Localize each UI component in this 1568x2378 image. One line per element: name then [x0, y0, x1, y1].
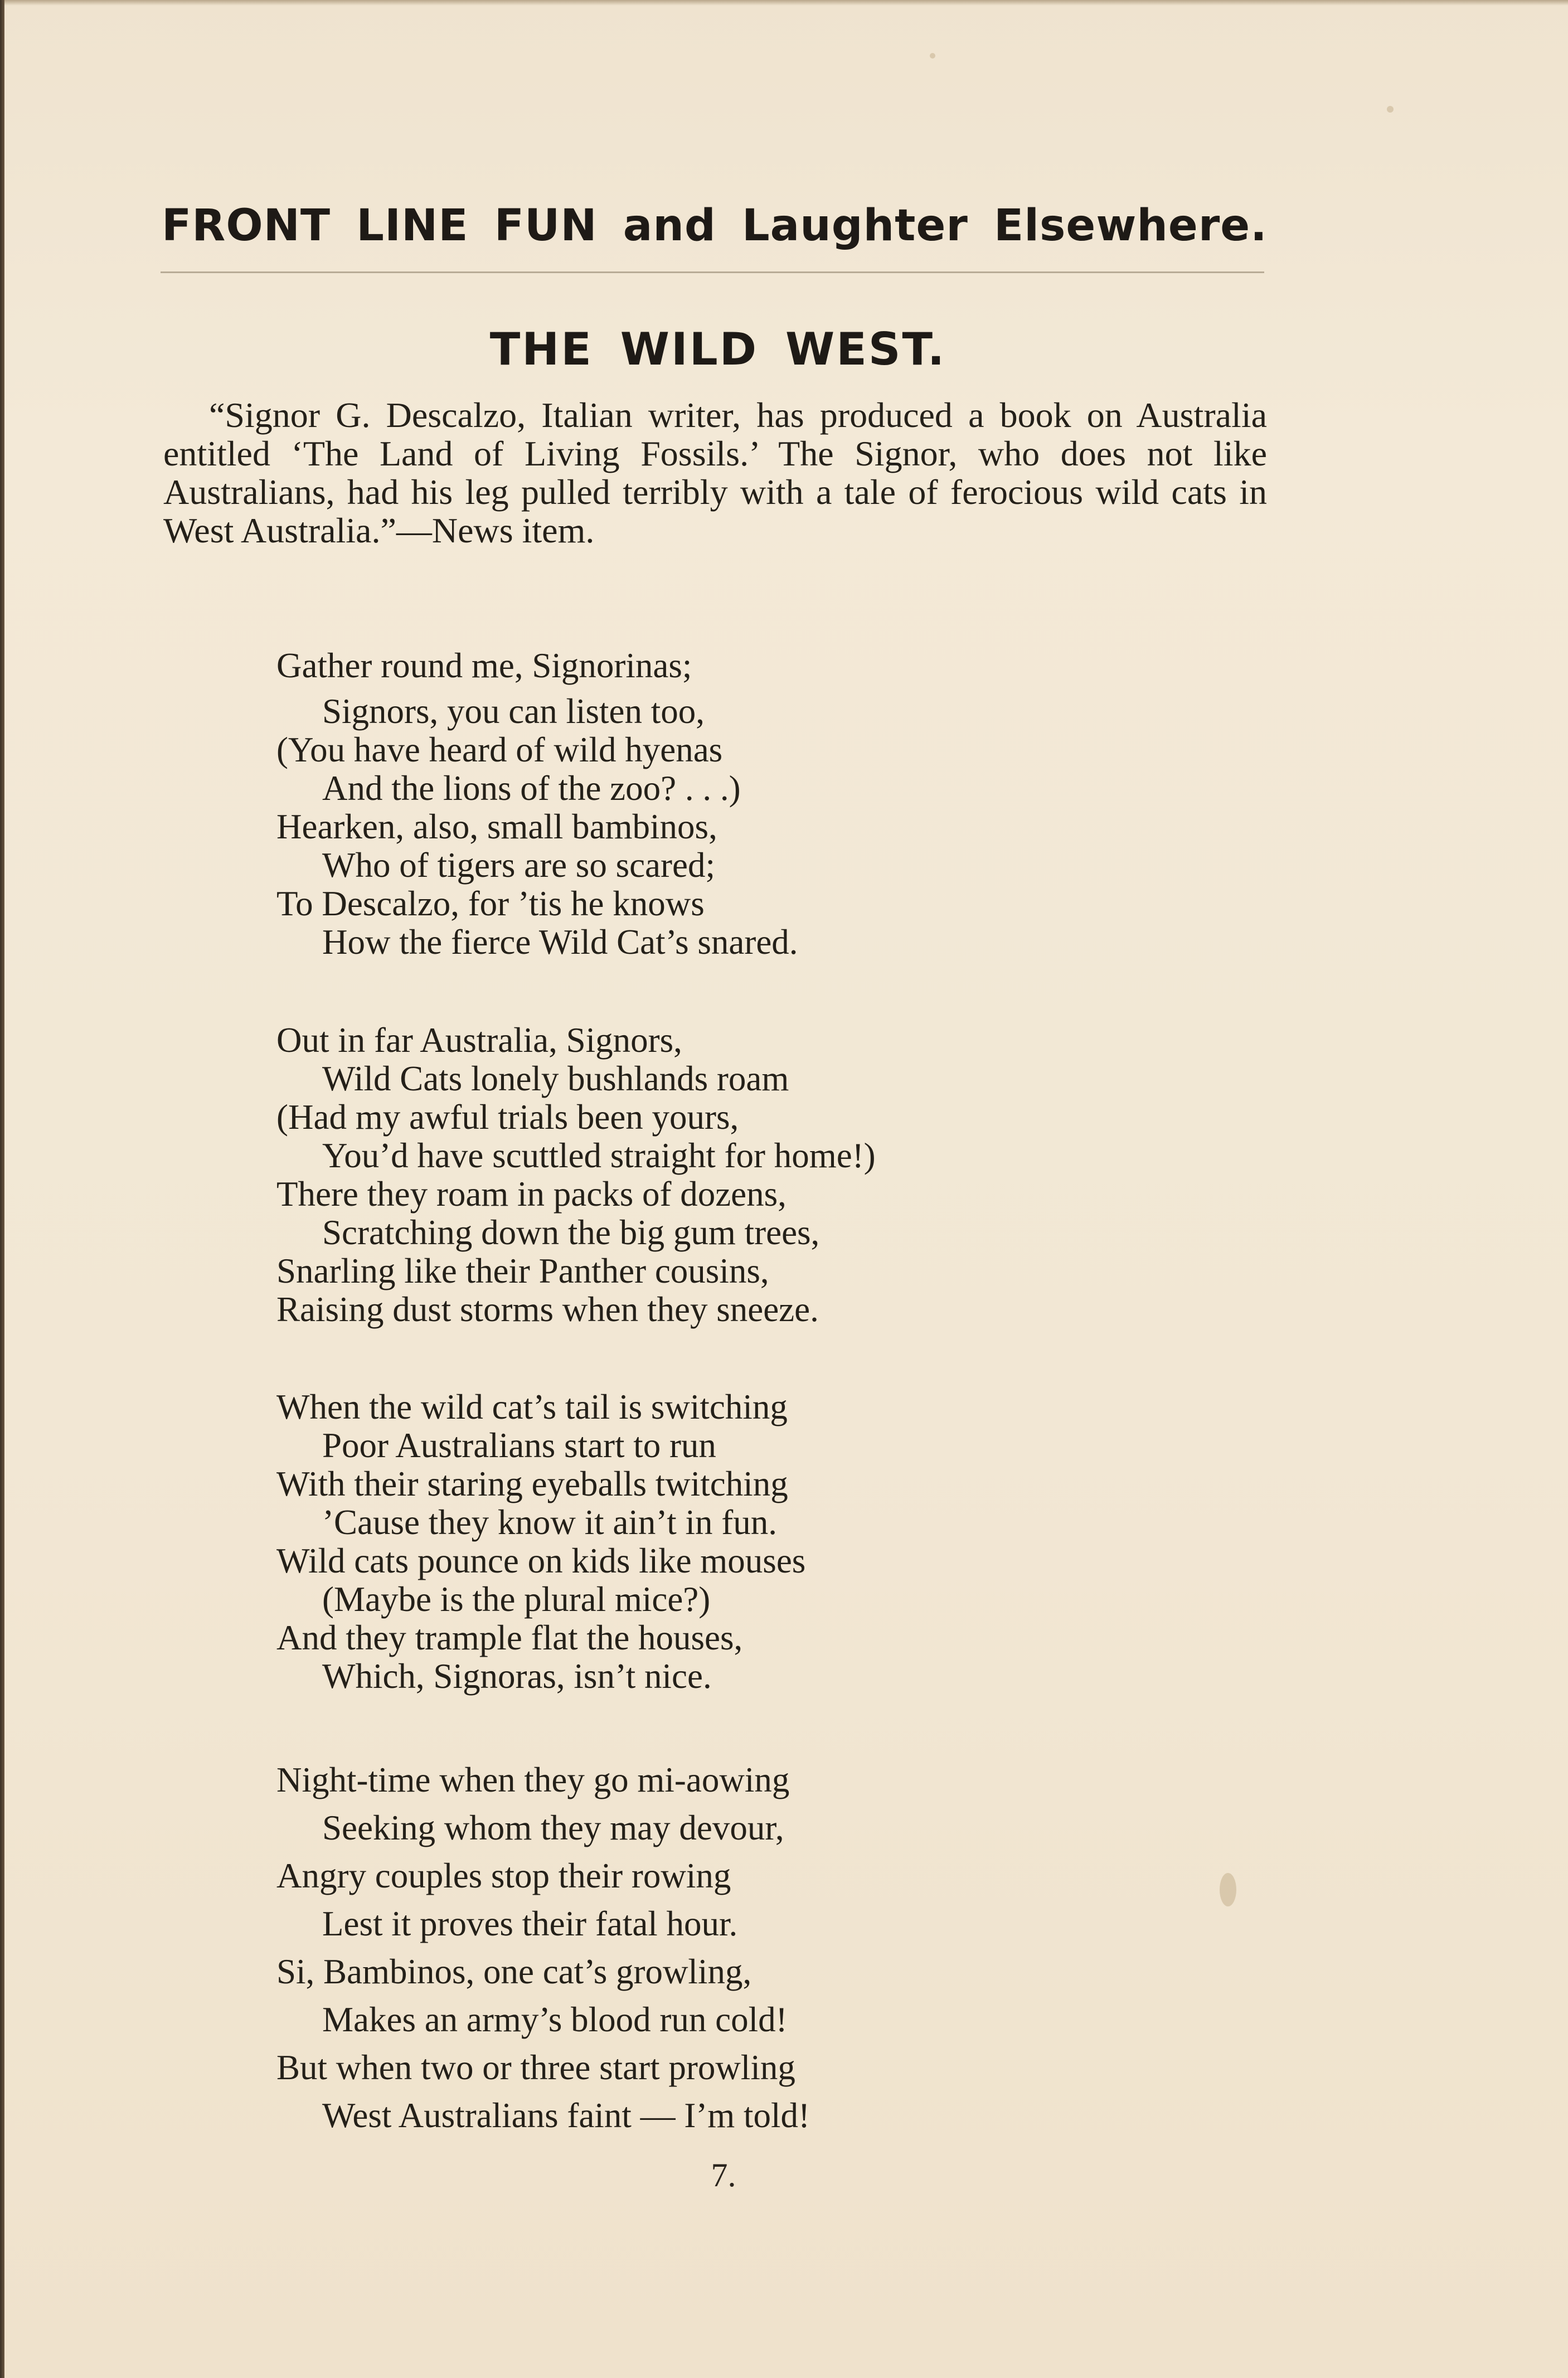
verse-line: (Maybe is the plural mice?): [322, 1580, 711, 1619]
page-top-edge: [4, 0, 1568, 6]
stanza-3: [276, 1388, 1280, 1696]
document-page: [4, 0, 1568, 2378]
verse-line: Makes an army’s blood run cold!: [322, 2000, 788, 2039]
verse-line: Night-time when they go mi-aowing: [276, 1760, 790, 1799]
verse-line: ’Cause they know it ain’t in fun.: [322, 1503, 777, 1542]
stanza-1: [276, 647, 1280, 962]
verse-line: How the fierce Wild Cat’s snared.: [322, 923, 798, 962]
verse-line: And the lions of the zoo? . . .): [322, 769, 741, 808]
verse-line: When the wild cat’s tail is switching: [276, 1387, 788, 1426]
poem-title: THE WILD WEST.: [489, 323, 946, 375]
verse-line: Wild cats pounce on kids like mouses: [276, 1541, 806, 1580]
verse-line: There they roam in packs of dozens,: [276, 1175, 787, 1214]
verse-line: West Australians faint — I’m told!: [322, 2096, 810, 2135]
verse-line: Snarling like their Panther cousins,: [276, 1251, 769, 1290]
intro-paragraph: “Signor G. Descalzo, Italian writer, has produced a book on Australia entitled ‘The Land of Living Fossils.’ The Signor, who does not like Australians, had his leg pulled terribly with a tale of ferocious wild cats in West Australia.”—News item.: [163, 395, 1267, 550]
verse-line: Hearken, also, small bambinos,: [276, 807, 717, 846]
verse-line: Which, Signoras, isn’t nice.: [322, 1657, 712, 1696]
verse-line: Gather round me, Signorinas;: [276, 646, 692, 685]
verse-line: Si, Bambinos, one cat’s growling,: [276, 1952, 752, 1991]
verse-line: And they trample flat the houses,: [276, 1618, 743, 1657]
binding-edge: [0, 0, 4, 2378]
verse-line: Lest it proves their fatal hour.: [322, 1904, 738, 1943]
verse-line: Poor Australians start to run: [322, 1426, 716, 1465]
verse-line: Signors, you can listen too,: [322, 692, 705, 731]
verse-line: You’d have scuttled straight for home!): [322, 1136, 876, 1175]
running-header: FRONT LINE FUN and Laughter Elsewhere.: [162, 201, 1268, 251]
paper-stain: [1220, 1873, 1236, 1906]
verse-line: (You have heard of wild hyenas: [276, 730, 723, 769]
verse-line: Angry couples stop their rowing: [276, 1856, 731, 1895]
verse-line: Wild Cats lonely bushlands roam: [322, 1059, 789, 1098]
verse-line: Seeking whom they may devour,: [322, 1808, 784, 1847]
verse-line: (Had my awful trials been yours,: [276, 1098, 739, 1137]
verse-line: Raising dust storms when they sneeze.: [276, 1290, 819, 1329]
paper-speck: [930, 53, 935, 59]
page-number: 7.: [711, 2157, 736, 2193]
verse-line: But when two or three start prowling: [276, 2048, 795, 2087]
verse-line: Out in far Australia, Signors,: [276, 1021, 682, 1060]
paper-speck: [1387, 106, 1394, 113]
header-rule: [161, 271, 1264, 273]
stanza-4: [276, 1756, 1280, 2139]
verse-line: To Descalzo, for ’tis he knows: [276, 884, 705, 923]
verse-line: Who of tigers are so scared;: [322, 846, 715, 885]
verse-line: Scratching down the big gum trees,: [322, 1213, 820, 1252]
stanza-2: [276, 1021, 1280, 1329]
verse-line: With their staring eyeballs twitching: [276, 1464, 788, 1503]
